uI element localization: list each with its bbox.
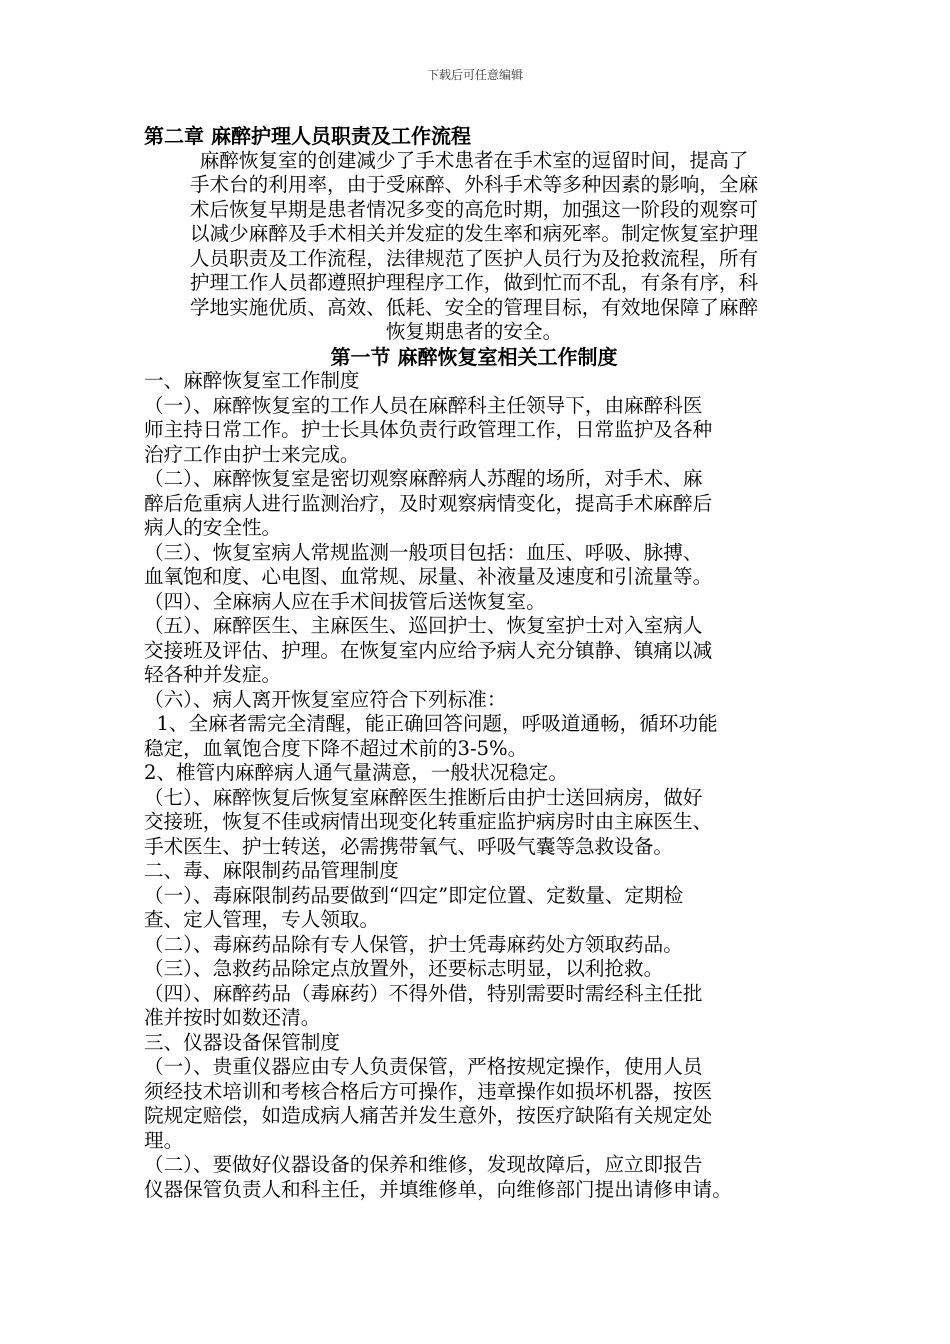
body-line: 稳定，血氧饱合度下降不超过术前的3-5%。 [144,736,528,760]
body-line: 血氧饱和度、心电图、血常规、尿量、补液量及速度和引流量等。 [144,565,713,588]
intro-line: 人员职责及工作流程，法律规范了医护人员行为及抢救流程，所有 [189,246,759,270]
heading-3: 三、仪器设备保管制度 [144,1030,340,1054]
intro-line: 麻醉恢复室的创建减少了手术患者在手术室的逗留时间，提高了 [199,148,749,172]
intro-line: 恢复期患者的安全。 [385,320,563,343]
body-line: 醉后危重病人进行监测治疗，及时观察病情变化，提高手术麻醉后 [144,491,713,515]
body-line: （一）、毒麻限制药品要做到“四定”即定位置、定数量、定期检 [144,883,684,907]
body-line: 准并按时如数还清。 [144,1006,321,1029]
body-line: （二）、麻醉恢复室是密切观察麻醉病人苏醒的场所，对手术、麻 [144,467,703,490]
intro-paragraph [144,149,804,345]
body-line: 仪器保管负责人和科主任，并填维修单，向维修部门提出请修申请。 [144,1177,732,1201]
body-line: （三）、急救药品除定点放置外，还要标志明显，以利抢救。 [144,957,664,980]
body-line: 手术医生、护士转送，必需携带氧气、呼吸气囊等急救设备。 [144,834,674,858]
body-line: 交接班，恢复不佳或病情出现变化转重症监护病房时由主麻医生、 [144,810,713,833]
body-line: （一）、贵重仪器应由专人负责保管，严格按规定操作，使用人员 [144,1055,703,1078]
body-line: 院规定赔偿，如造成病人痛苦并发生意外，按医疗缺陷有关规定处 [144,1104,713,1127]
heading-2: 二、毒、麻限制药品管理制度 [144,859,399,882]
body-line: （七）、麻醉恢复后恢复室麻醉医生推断后由护士送回病房，做好 [144,785,703,809]
document-body [144,124,804,1202]
body-line: （二）、要做好仪器设备的保养和维修，发现故障后，应立即报告 [144,1153,703,1176]
body-line: （四）、全麻病人应在手术间拔管后送恢复室。 [144,589,546,613]
body-line: 理。 [144,1128,184,1152]
intro-line: 以减少麻醉及手术相关并发症的发生率和病死率。制定恢复室护理 [189,222,759,245]
section-body [144,369,804,1202]
body-line: （五）、麻醉医生、主麻医生、巡回护士、恢复室护士对入室病人 [144,614,703,637]
body-line: 查、定人管理，专人领取。 [144,908,380,931]
body-line: （六）、病人离开恢复室应符合下列标准： [144,687,507,711]
section-title: 第一节 麻醉恢复室相关工作制度 [330,344,618,369]
body-line: （四）、麻醉药品（毒麻药）不得外借，特别需要时需经科主任批 [144,981,703,1005]
body-line: 须经技术培训和考核合格后方可操作，违章操作如损坏机器，按医 [144,1079,713,1103]
body-line: 轻各种并发症。 [144,663,282,686]
body-line: （一）、麻醉恢复室的工作人员在麻醉科主任领导下，由麻醉科医 [144,393,703,417]
intro-line: 手术台的利用率，由于受麻醉、外科手术等多种因素的影响，全麻 [189,173,759,196]
heading-1: 一、麻醉恢复室工作制度 [144,369,360,392]
body-line: （三）、恢复室病人常规监测一般项目包括：血压、呼吸、脉搏、 [144,540,703,564]
chapter-title: 第二章 麻醉护理人员职责及工作流程 [144,124,471,148]
body-line: 师主持日常工作。护士长具体负责行政管理工作，日常监护及各种 [144,418,713,441]
body-line: （二）、毒麻药品除有专人保管，护士凭毒麻药处方领取药品。 [144,932,683,956]
intro-line: 学地实施优质、高效、低耗、安全的管理目标，有效地保障了麻醉 [189,295,759,319]
body-line: 病人的安全性。 [144,516,282,539]
header-note: 下载后可任意编辑 [426,68,523,82]
body-line: 交接班及评估、护理。在恢复室内应给予病人充分镇静、镇痛以减 [144,638,713,662]
intro-line: 术后恢复早期是患者情况多变的高危时期，加强这一阶段的观察可 [189,197,759,221]
body-line: 2、椎管内麻醉病人通气量满意，一般状况稳定。 [144,761,568,784]
intro-line: 护理工作人员都遵照护理程序工作，做到忙而不乱，有条有序，科 [189,271,759,294]
body-line: 1、全麻者需完全清醒，能正确回答问题，呼吸道通畅，循环功能 [144,712,718,735]
body-line: 治疗工作由护士来完成。 [144,442,360,466]
